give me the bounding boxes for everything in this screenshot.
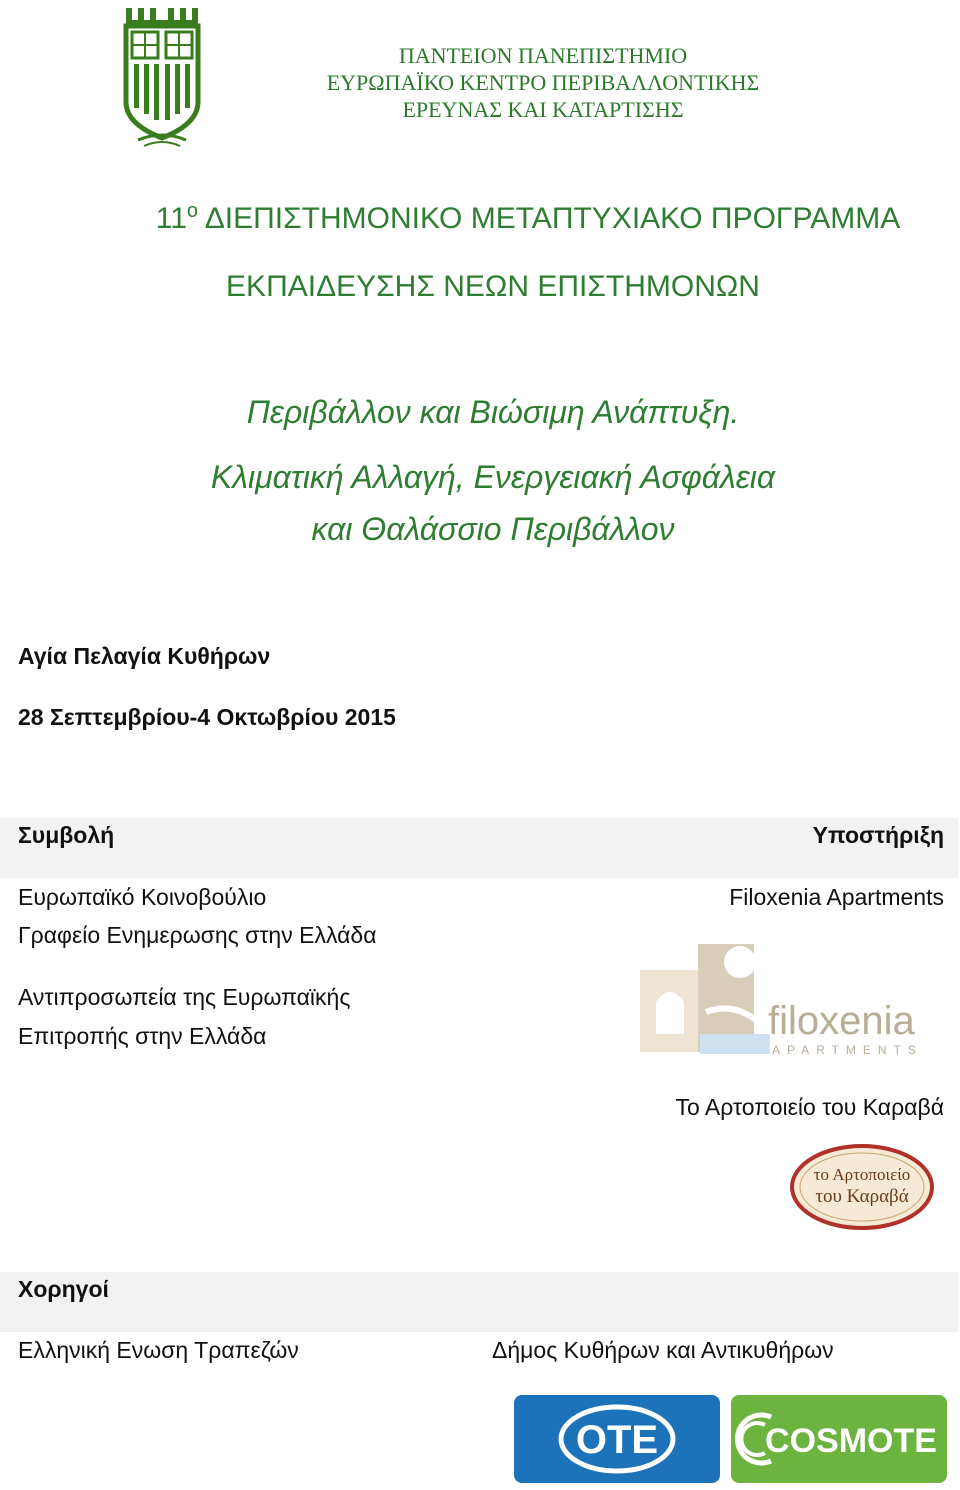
program-number-superscript: ο xyxy=(186,200,199,222)
event-location: Αγία Πελαγία Κυθήρων xyxy=(18,643,271,669)
program-title-line1 xyxy=(80,200,960,236)
filoxenia-logo xyxy=(636,942,926,1057)
support-sponsor-bakery: Το Αρτοποιείο του Καραβά xyxy=(675,1094,944,1120)
bakery-logo-line2: του Καραβά xyxy=(815,1186,909,1207)
ote-logo-text: OTE xyxy=(575,1418,659,1462)
filoxenia-logo-subtext: APARTMENTS xyxy=(772,1043,923,1057)
program-title-text: ΔΙΕΠΙΣΤΗΜΟΝΙΚΟ ΜΕΤΑΠΤΥΧΙΑΚΟ ΠΡΟΓΡΑΜΜΑ xyxy=(204,202,901,235)
sponsor-bank-union: Ελληνική Ενωση Τραπεζών xyxy=(18,1337,299,1363)
sponsors-heading: Χορηγοί xyxy=(18,1276,109,1302)
contribution-item: Γραφείο Ενημερωσης στην Ελλάδα xyxy=(18,922,377,948)
contribution-item: Επιτροπής στην Ελλάδα xyxy=(18,1023,267,1049)
institution-line: ΕΥΡΩΠΑΪΚΟ ΚΕΝΤΡΟ ΠΕΡΙΒΑΛΛΟΝΤΙΚΗΣ xyxy=(326,70,760,95)
support-heading: Υποστήριξη xyxy=(812,822,944,848)
bakery-logo-line1: το Αρτοποιείο xyxy=(813,1165,911,1184)
cosmote-logo xyxy=(731,1395,947,1483)
contribution-item: Ευρωπαϊκό Κοινοβούλιο xyxy=(18,884,267,910)
sponsor-municipality: Δήμος Κυθήρων και Αντικυθήρων xyxy=(492,1337,834,1363)
filoxenia-logo-text: filoxenia xyxy=(768,999,915,1043)
contribution-item: Αντιπροσωπεία της Ευρωπαϊκής xyxy=(18,984,351,1010)
program-number: 11 xyxy=(155,202,187,235)
program-title-line2: ΕΚΠΑΙΔΕΥΣΗΣ ΝΕΩΝ ΕΠΙΣΤΗΜΟΝΩΝ xyxy=(226,270,760,303)
ote-logo xyxy=(514,1395,720,1483)
theme-line2: Κλιματική Αλλαγή, Ενεργειακή Ασφάλεια xyxy=(210,459,776,495)
institution-title xyxy=(230,42,856,123)
panteion-logo xyxy=(122,6,202,148)
event-dates: 28 Σεπτεμβρίου-4 Οκτωβρίου 2015 xyxy=(18,704,396,730)
institution-line: ΕΡΕΥΝΑΣ ΚΑΙ ΚΑΤΑΡΤΙΣΗΣ xyxy=(402,97,684,122)
theme-line3: και Θαλάσσιο Περιβάλλον xyxy=(311,511,675,547)
contribution-heading: Συμβολή xyxy=(18,822,115,848)
section-bar-sponsors xyxy=(0,1272,958,1332)
cosmote-logo-text: COSMOTE xyxy=(765,1422,937,1460)
theme-line1: Περιβάλλον και Βιώσιμη Ανάπτυξη. xyxy=(246,394,740,430)
support-sponsor-filoxenia: Filoxenia Apartments xyxy=(729,884,944,910)
bakery-logo xyxy=(790,1144,934,1230)
institution-line: ΠΑΝΤΕΙΟΝ ΠΑΝΕΠΙΣΤΗΜΙΟ xyxy=(398,43,688,68)
